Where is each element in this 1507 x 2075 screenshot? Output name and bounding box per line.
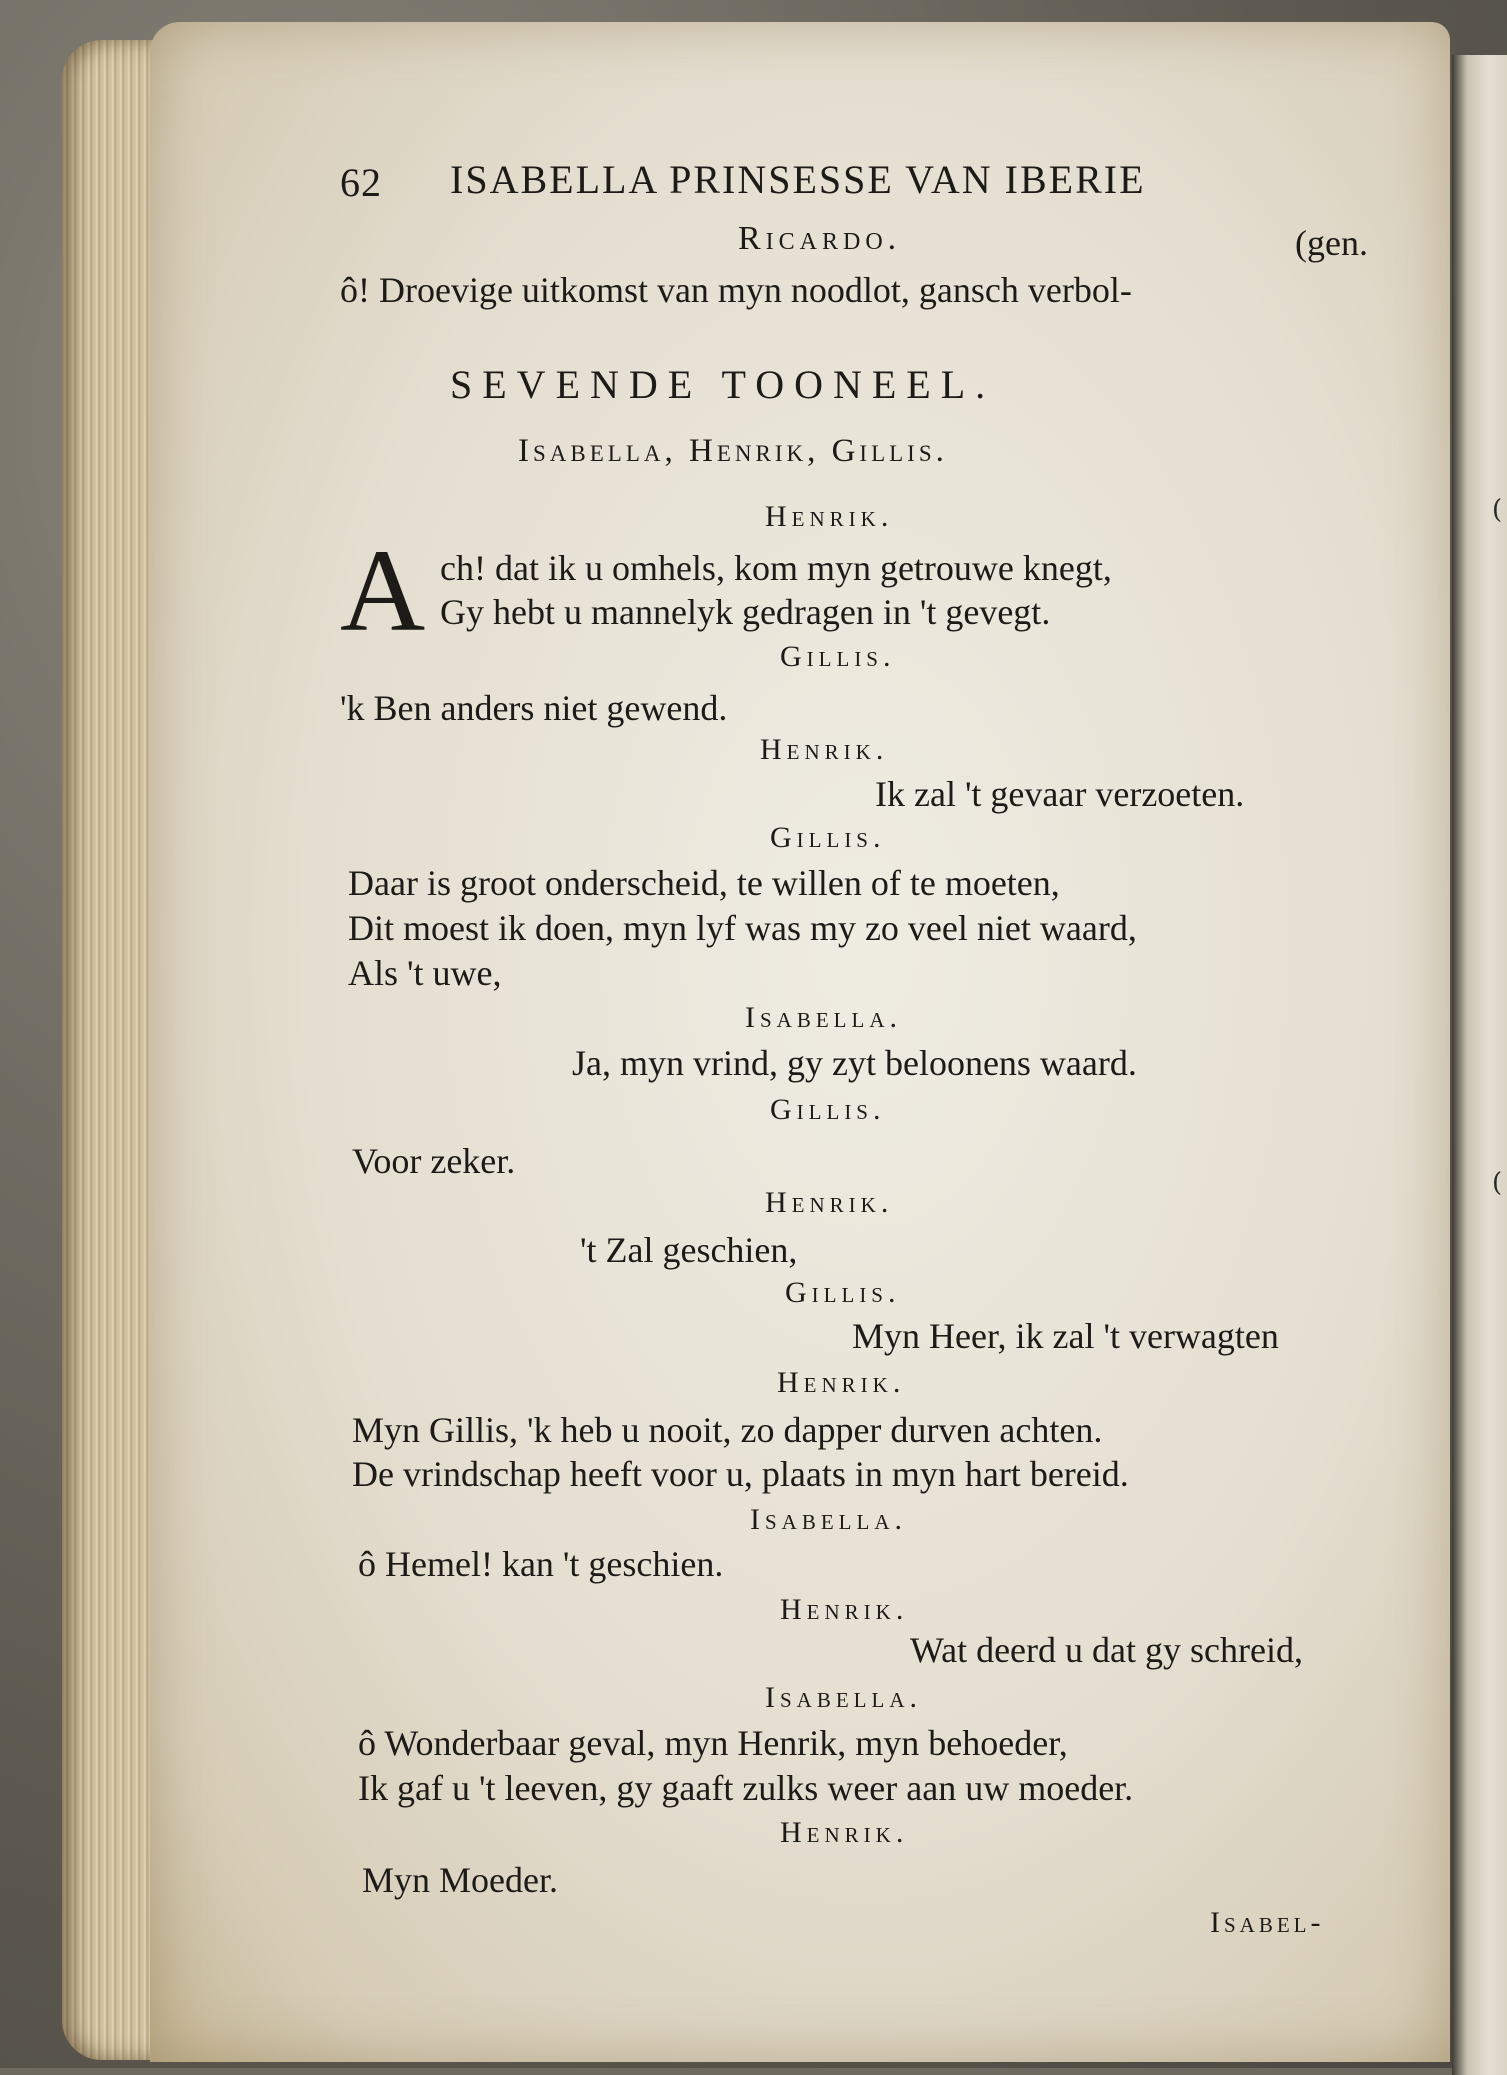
verse-line: Ik zal 't gevaar verzoeten. [875, 774, 1245, 814]
verse-line: Voor zeker. [352, 1141, 516, 1181]
speaker-label: Henrik. [760, 733, 889, 766]
speaker-label: Henrik. [765, 500, 894, 533]
speaker-label: Isabella. [745, 1001, 902, 1034]
speaker-label: Gillis. [780, 640, 896, 673]
speaker-label: Ricardo. [738, 220, 902, 257]
speaker-label: Henrik. [780, 1593, 909, 1626]
verse-line: ch! dat ik u omhels, kom myn getrouwe knegt, [440, 548, 1112, 588]
verse-line: Dit moest ik doen, myn lyf was my zo veel niet waard, [348, 908, 1137, 948]
catchword: Isabel- [1210, 1906, 1325, 1939]
page-text [340, 0, 1390, 2068]
running-title: ISABELLA PRINSESSE VAN IBERIE [450, 157, 1146, 202]
page-number: 62 [340, 160, 382, 205]
verse-line: (gen. [1295, 223, 1368, 263]
verse-line: Wat deerd u dat gy schreid, [910, 1630, 1303, 1670]
verse-line: Gy hebt u mannelyk gedragen in 't gevegt. [440, 592, 1051, 632]
speaker-label: Isabella. [765, 1681, 922, 1714]
verse-line: Als 't uwe, [348, 953, 502, 993]
speaker-label: Isabella. [750, 1503, 907, 1536]
verse-line: ô Hemel! kan 't geschien. [358, 1544, 724, 1584]
drop-cap-initial: A [340, 525, 426, 656]
cast-list: Isabella, Henrik, Gillis. [518, 433, 948, 469]
verse-line: De vrindschap heeft voor u, plaats in myn hart bereid. [352, 1454, 1129, 1494]
speaker-label: Gillis. [770, 1093, 886, 1126]
facing-page-mark: ( [1492, 1168, 1503, 1198]
verse-line: Ja, myn vrind, gy zyt beloonens waard. [572, 1043, 1137, 1083]
verse-line: Daar is groot onderscheid, te willen of te moeten, [348, 863, 1060, 903]
verse-line: Myn Gillis, 'k heb u nooit, zo dapper durven achten. [352, 1410, 1103, 1450]
facing-page-mark: ( [1492, 495, 1503, 525]
speaker-label: Henrik. [780, 1816, 909, 1849]
verse-line: Myn Heer, ik zal 't verwagten [852, 1316, 1279, 1356]
speaker-label: Gillis. [785, 1276, 901, 1309]
verse-line: 't Zal geschien, [580, 1230, 798, 1270]
verse-line: Ik gaf u 't leeven, gy gaaft zulks weer aan uw moeder. [358, 1768, 1134, 1808]
scene-title: SEVENDE TOONEEL. [450, 362, 996, 407]
verse-line: ô Wonderbaar geval, myn Henrik, myn behoeder, [358, 1723, 1068, 1763]
speaker-label: Henrik. [777, 1366, 906, 1399]
verse-line: Myn Moeder. [362, 1860, 558, 1900]
verse-line: ô! Droevige uitkomst van myn noodlot, gansch verbol- [340, 270, 1132, 310]
speaker-label: Gillis. [770, 821, 886, 854]
speaker-label: Henrik. [765, 1186, 894, 1219]
verse-line: 'k Ben anders niet gewend. [340, 688, 728, 728]
facing-page [1452, 55, 1507, 2075]
